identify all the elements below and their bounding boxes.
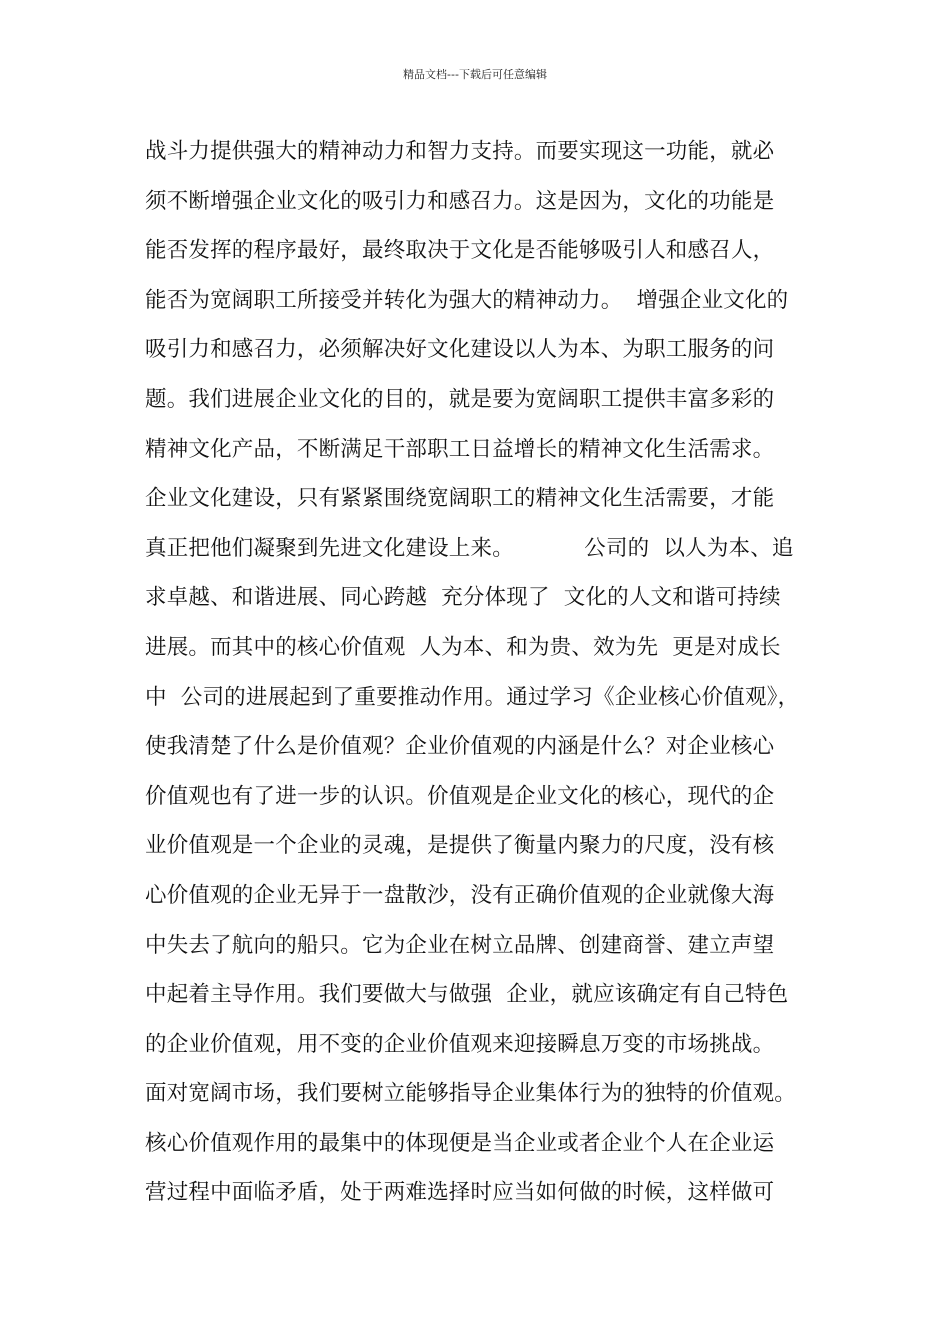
text-line: 真正把他们凝聚到先进文化建设上来。 公司的 以人为本、追 — [145, 535, 794, 561]
text-line: 战斗力提供强大的精神动力和智力支持。而要实现这一功能，就必 — [145, 139, 775, 164]
text-line: 业价值观是一个企业的灵魂，是提供了衡量内聚力的尺度，没有核 — [145, 833, 775, 859]
text-line: 须不断增强企业文化的吸引力和感召力。这是因为，文化的功能是 — [145, 188, 775, 214]
text-line: 心价值观的企业无异于一盘散沙，没有正确价值观的企业就像大海 — [145, 882, 775, 908]
page-header: 精品文档---下载后可任意编辑 — [403, 68, 547, 81]
text-line: 价值观也有了进一步的认识。价值观是企业文化的核心，现代的企 — [145, 783, 775, 809]
text-line: 题。我们进展企业文化的目的，就是要为宽阔职工提供丰富多彩的 — [145, 386, 775, 412]
text-line: 能否为宽阔职工所接受并转化为强大的精神动力。 增强企业文化的 — [145, 287, 789, 313]
text-line: 中起着主导作用。我们要做大与做强 企业，就应该确定有自己特色 — [145, 982, 789, 1008]
text-line: 核心价值观作用的最集中的体现便是当企业或者企业个人在企业运 — [145, 1130, 775, 1156]
text-line: 求卓越、和谐进展、同心跨越 充分体现了 文化的人文和谐可持续 — [145, 585, 781, 611]
text-line: 吸引力和感召力，必须解决好文化建设以人为本、为职工服务的问 — [145, 337, 775, 363]
body-text — [145, 132, 835, 1223]
text-line: 面对宽阔市场，我们要树立能够指导企业集体行为的独特的价值观。 — [145, 1081, 797, 1107]
text-line: 进展。而其中的核心价值观 人为本、和为贵、效为先 更是对成长 — [145, 634, 781, 660]
text-line: 中失去了航向的船只。它为企业在树立品牌、创建商誉、建立声望 — [145, 932, 775, 958]
text-line: 使我清楚了什么是价值观？企业价值观的内涵是什么？对企业核心 — [145, 734, 775, 760]
text-line: 的企业价值观，用不变的企业价值观来迎接瞬息万变的市场挑战。 — [145, 1031, 775, 1057]
text-line: 企业文化建设，只有紧紧围绕宽阔职工的精神文化生活需要，才能 — [145, 486, 775, 512]
text-line: 能否发挥的程序最好，最终取决于文化是否能够吸引人和感召人， — [145, 238, 775, 264]
text-line: 中 公司的进展起到了重要推动作用。通过学习《企业核心价值观》， — [145, 684, 800, 710]
text-line: 营过程中面临矛盾，处于两难选择时应当如何做的时候，这样做可 — [145, 1180, 775, 1206]
text-line: 精神文化产品，不断满足干部职工日益增长的精神文化生活需求。 — [145, 436, 775, 462]
